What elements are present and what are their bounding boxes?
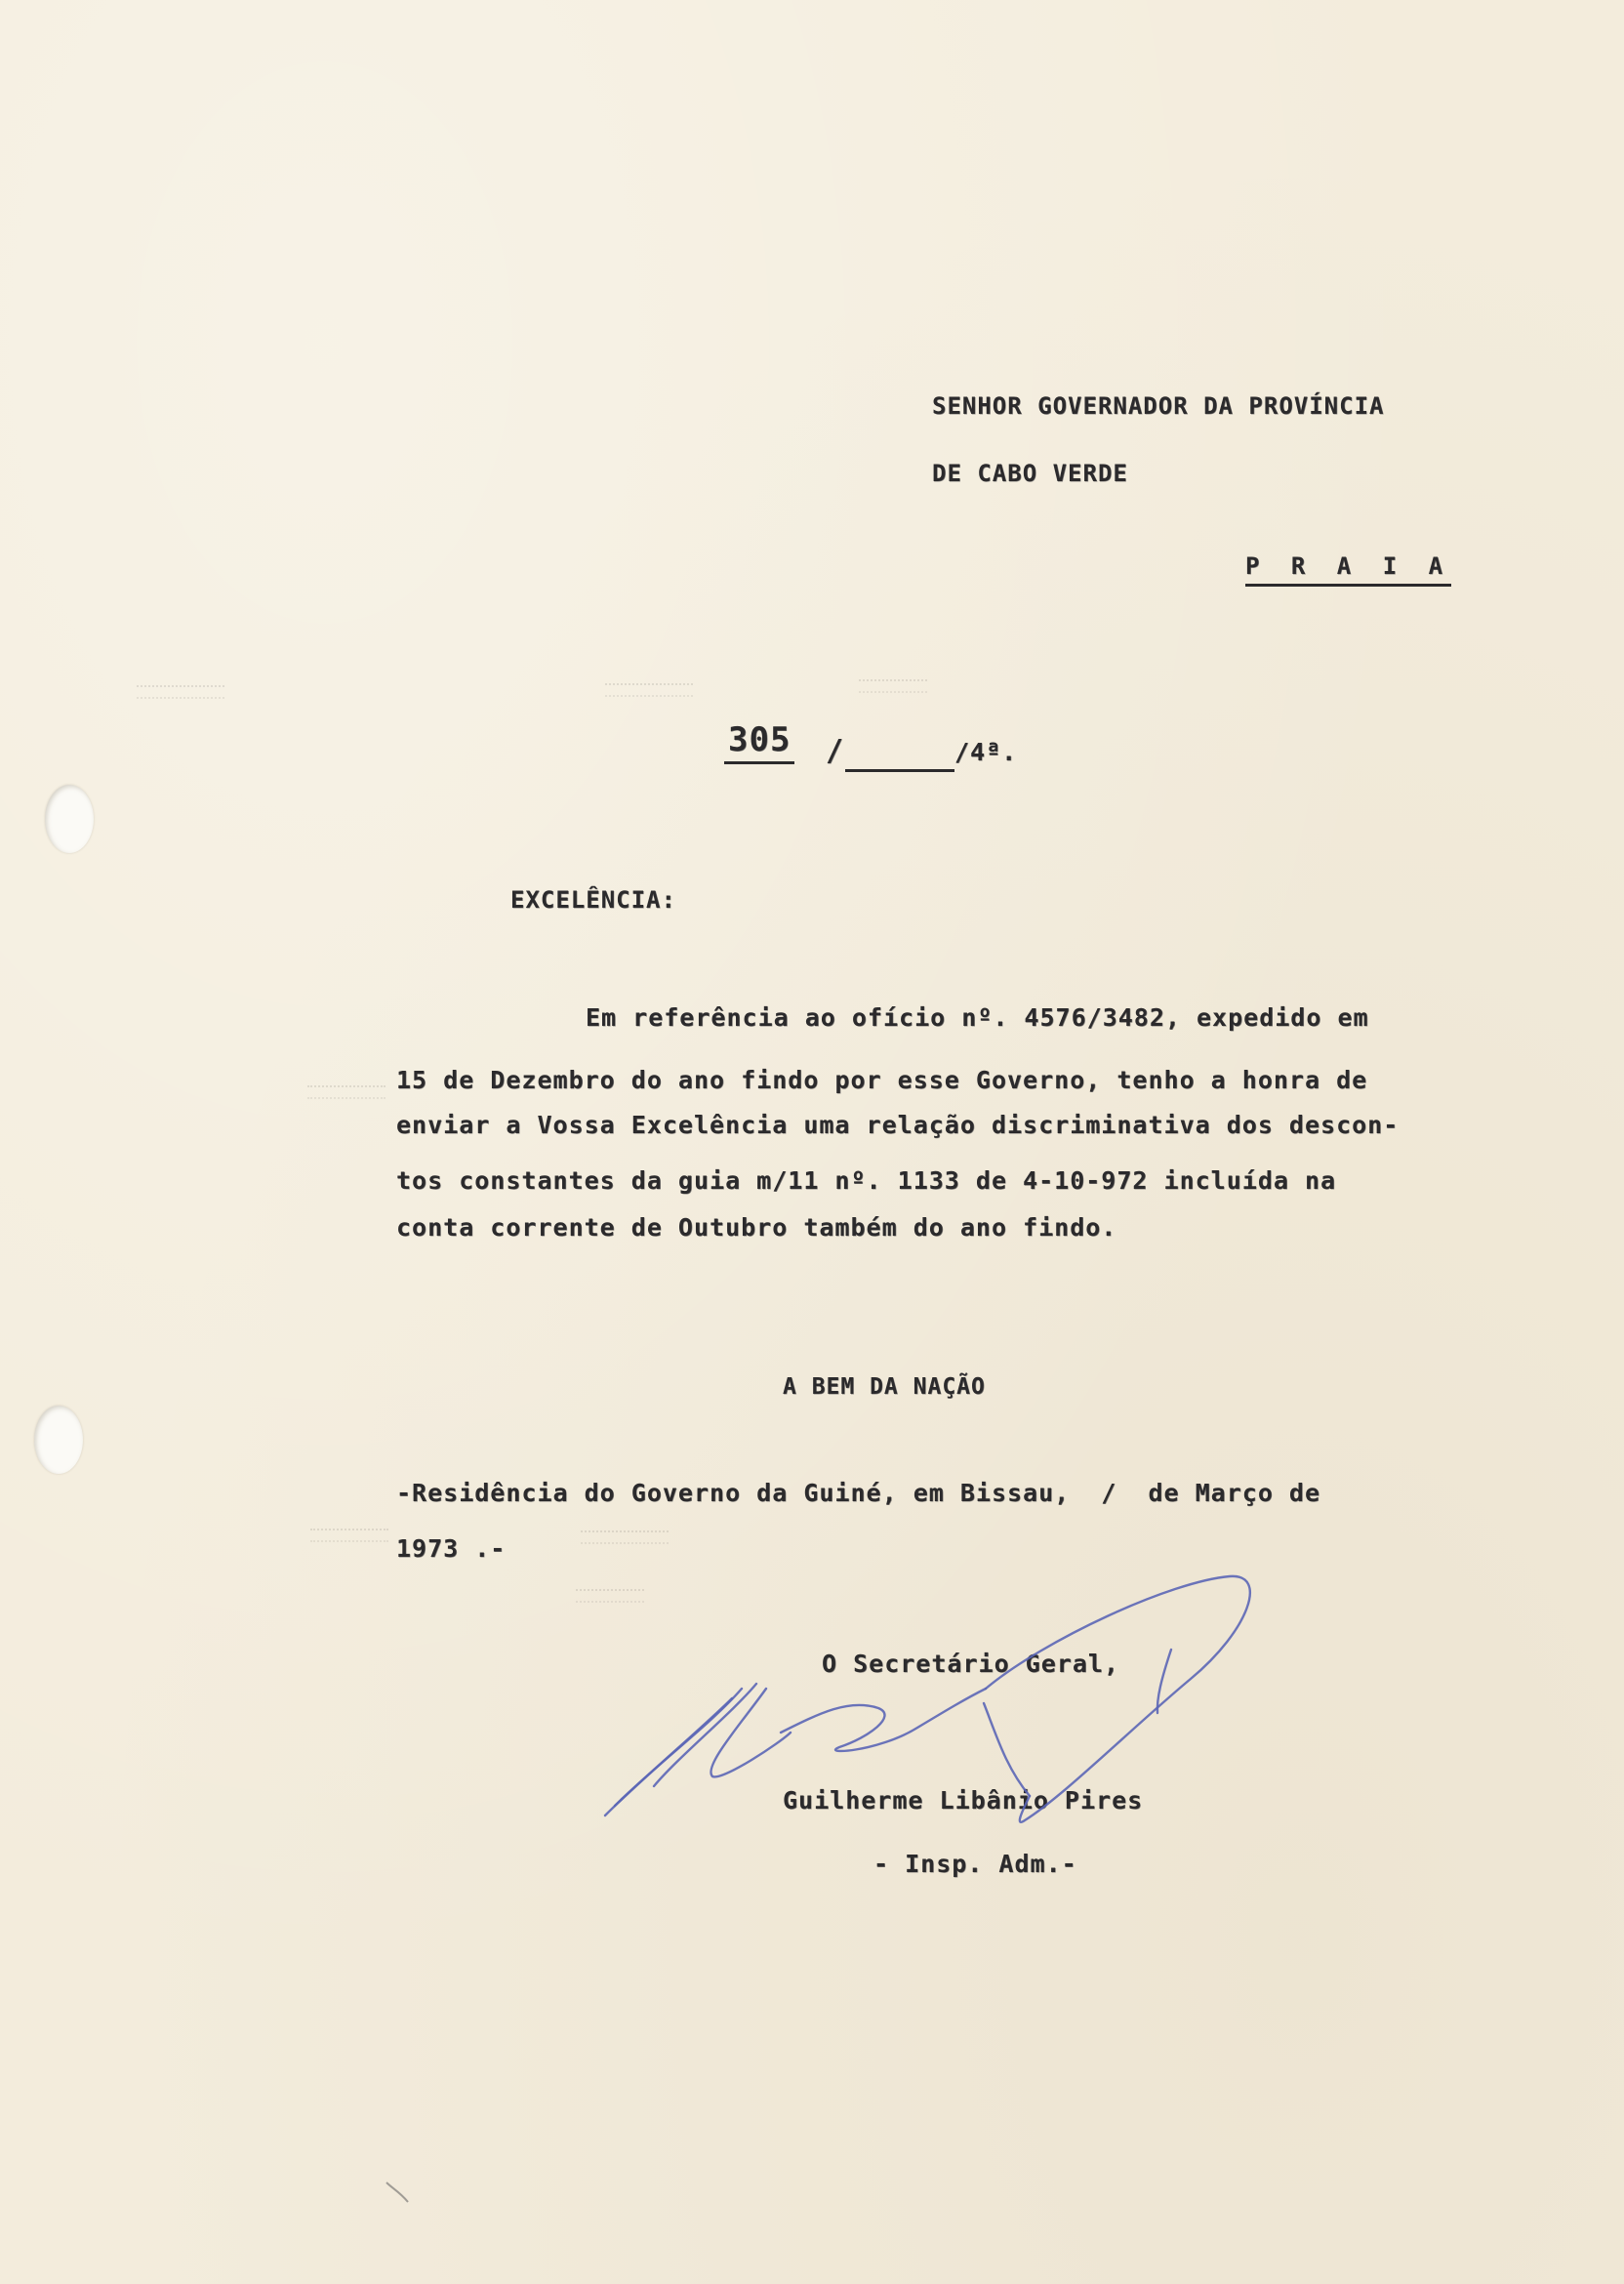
reference-separator: / [826,734,845,768]
body-line: tos constantes da guia m/11 nº. 1133 de 4-10-972 incluída na [396,1166,1337,1195]
body-line: Em referência ao ofício nº. 4576/3482, expedido em [586,1003,1369,1032]
reference-number: 305 [724,720,794,764]
place-date-line: -Residência do Governo da Guiné, em Bissau, / de Março de [396,1479,1321,1507]
reference-blank-line [845,769,954,772]
closing-formula: A BEM DA NAÇÃO [783,1374,986,1400]
punch-hole [34,1406,83,1474]
recipient-line-2: DE CABO VERDE [932,460,1128,487]
ink-bleed-mark [310,1529,388,1542]
ink-bleed-mark [137,685,224,699]
handwritten-signature [586,1542,1327,1894]
signer-name: Guilherme Libânio Pires [783,1786,1144,1815]
place-date-year: 1973 .- [396,1534,507,1563]
signer-title: O Secretário Geral, [822,1650,1119,1678]
signer-role: - Insp. Adm.- [873,1850,1077,1878]
body-line: 15 de Dezembro do ano findo por esse Governo, tenho a honra de [396,1066,1368,1094]
body-line: conta corrente de Outubro também do ano findo. [396,1213,1117,1242]
salutation: EXCELÊNCIA: [510,886,676,914]
punch-hole [45,785,94,853]
recipient-line-1: SENHOR GOVERNADOR DA PROVÍNCIA [932,392,1385,420]
ink-bleed-mark [605,683,693,697]
reference-suffix: /4ª. [954,738,1018,766]
ink-bleed-mark [859,679,927,693]
recipient-city: P R A I A [1245,552,1451,587]
ink-bleed-mark [307,1085,386,1099]
body-line: enviar a Vossa Excelência uma relação discriminativa dos descon- [396,1111,1400,1139]
paper-mark [383,2179,422,2208]
